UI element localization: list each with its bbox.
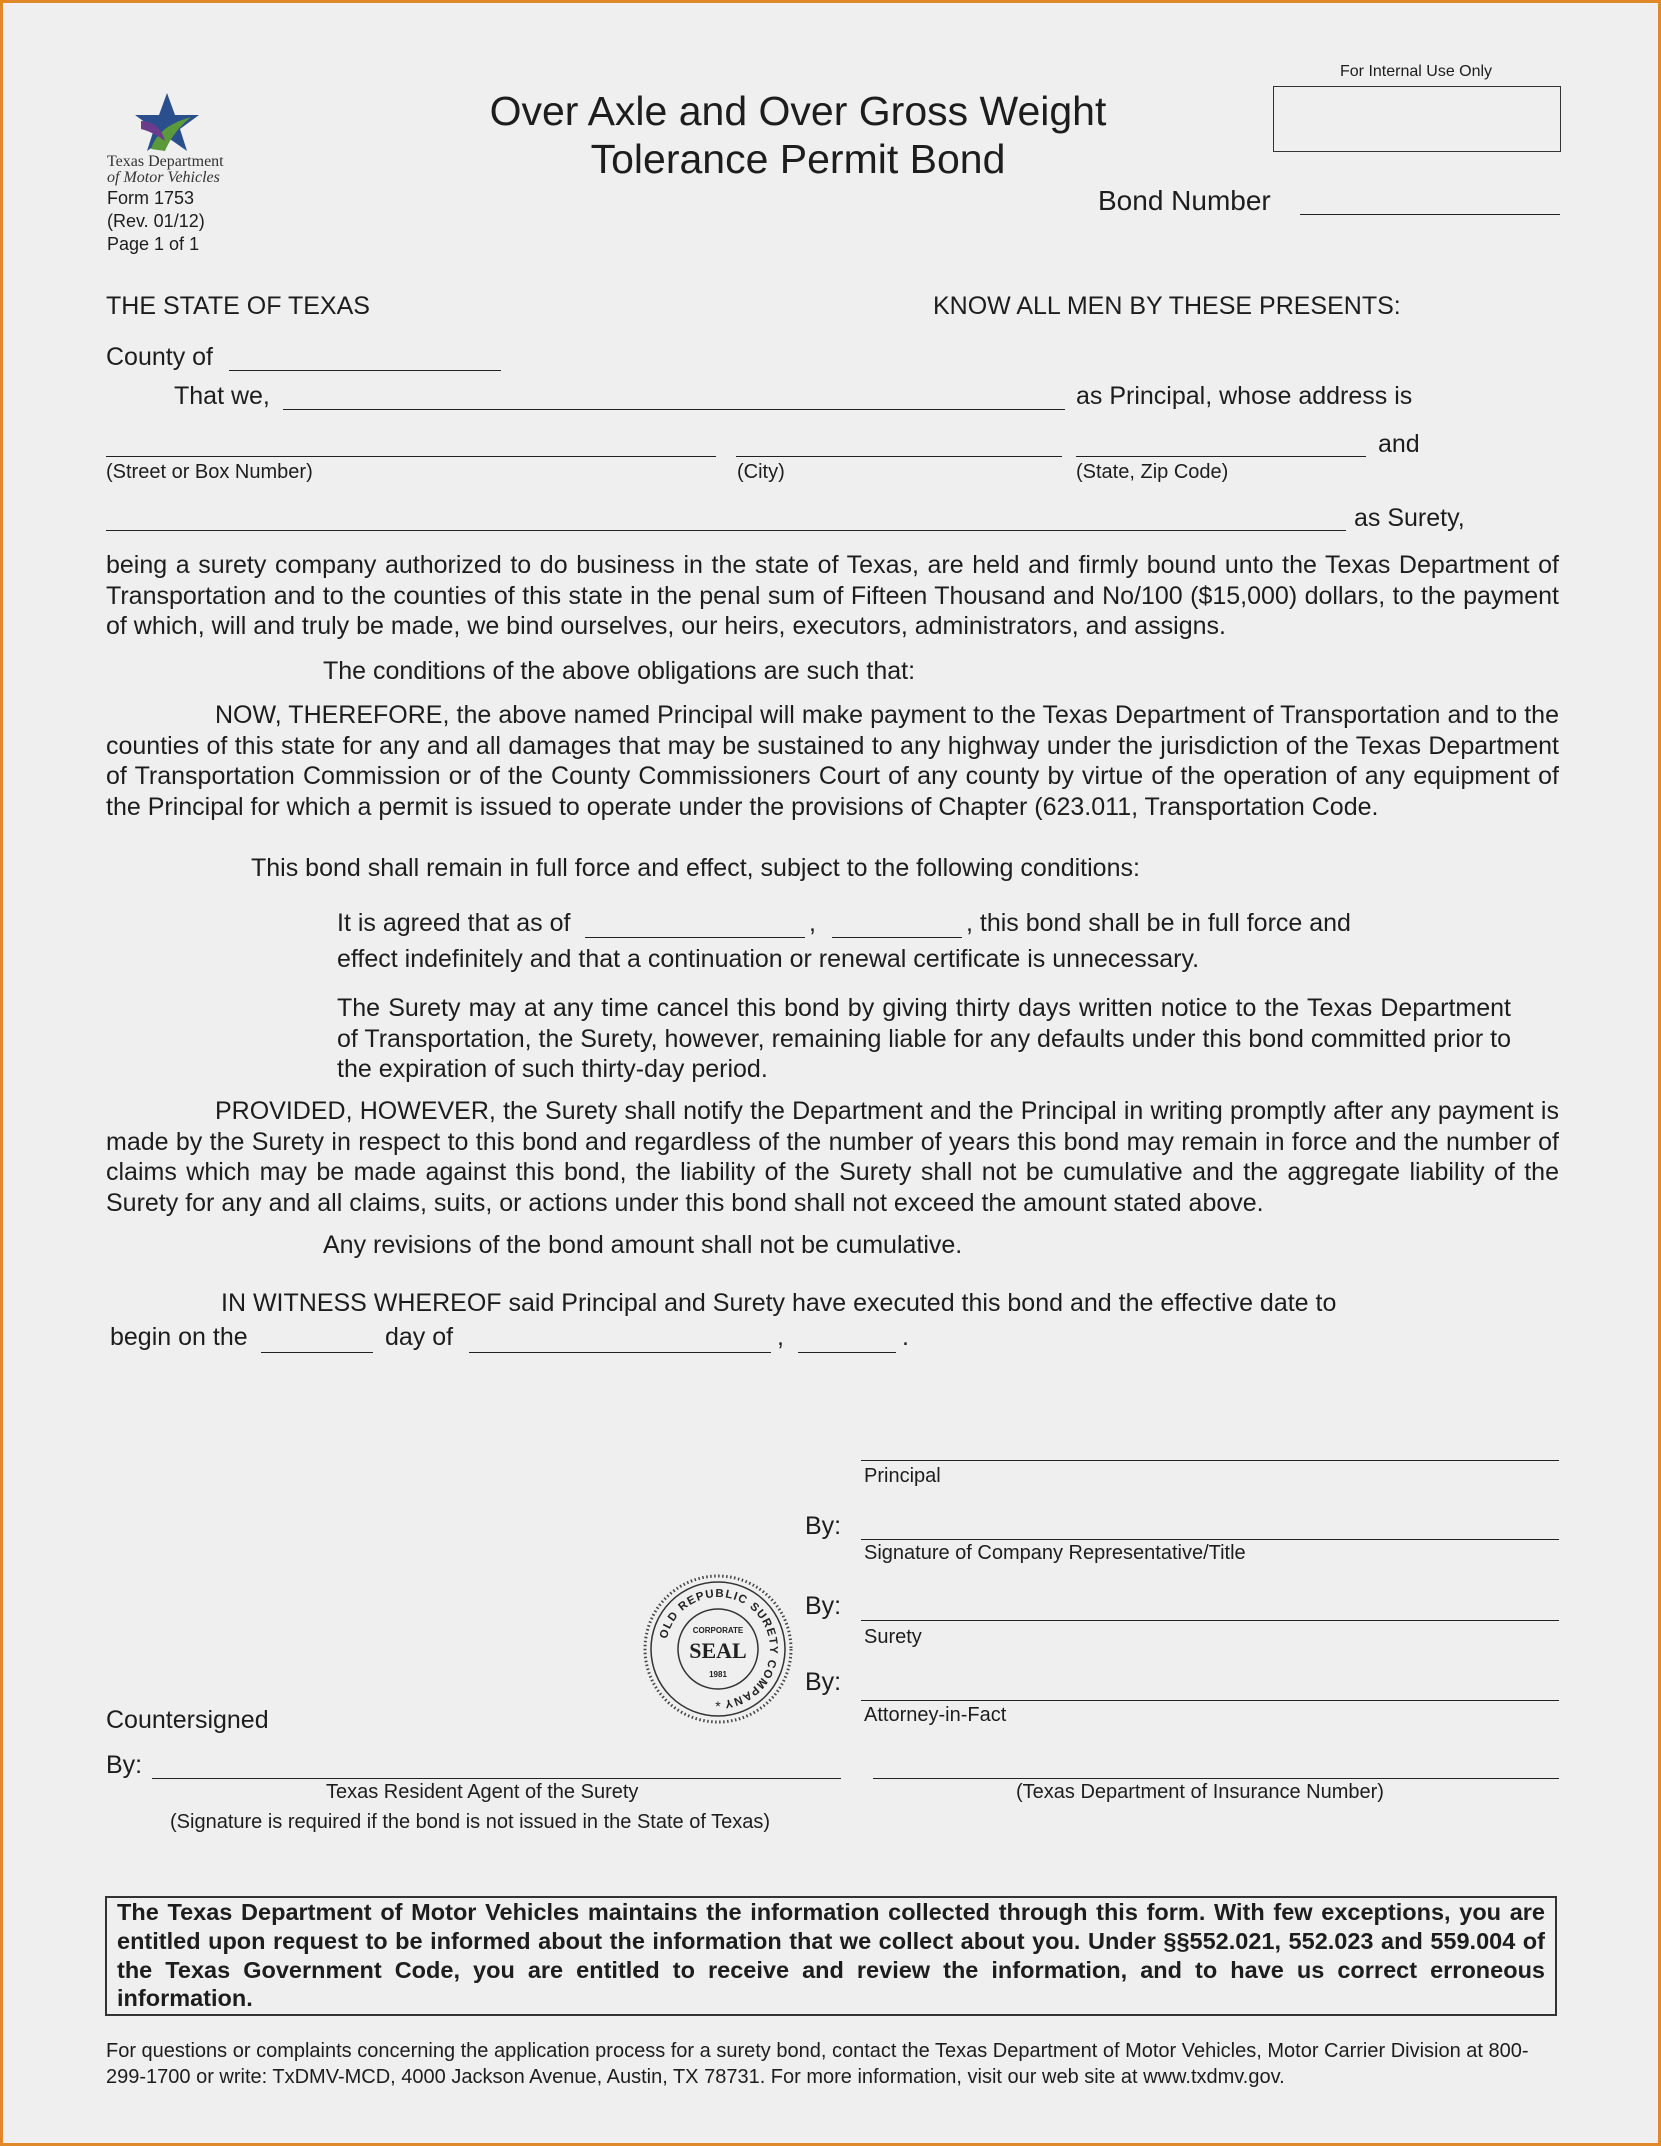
bond-number-field[interactable]	[1300, 214, 1560, 215]
agency-name-line2: of Motor Vehicles	[107, 169, 220, 186]
city-caption: (City)	[737, 461, 785, 483]
form-title-line2: Tolerance Permit Bond	[590, 136, 1006, 182]
contact-footer: For questions or complaints concerning the application process for a surety bond, contact the Texas Department of Motor Vehicles, Motor Carrier Division at 800-299-1700 or write: TxDMV-MCD, 4000 Jackson Avenue, Austin, TX 78731. For more information, visit our web site at www.txdmv.gov.	[106, 2040, 1529, 2088]
street-caption: (Street or Box Number)	[106, 461, 313, 483]
principal-caption: Principal	[864, 1465, 941, 1487]
witness-comma: ,	[777, 1323, 784, 1351]
effective-day-field[interactable]	[261, 1352, 373, 1353]
agency-name-line1: Texas Department	[107, 153, 224, 170]
agreed-suffix: , this bond shall be in full force and	[966, 909, 1351, 937]
txdmv-star-logo-icon	[131, 91, 203, 153]
principal-name-field[interactable]	[283, 409, 1065, 410]
agreed-date-field[interactable]	[585, 937, 805, 938]
revisions-note: Any revisions of the bond amount shall not be cumulative.	[323, 1231, 963, 1259]
state-of-texas: THE STATE OF TEXAS	[106, 292, 370, 320]
surety-signature-line[interactable]	[861, 1620, 1559, 1621]
provided-paragraph: PROVIDED, HOWEVER, the Surety shall notify the Department and the Principal in writing promptly after any payment is made by the Surety in respect to this bond and regardless of the number of years this bond may remain in force and the number of claims which may be made against this bond, the liability of the Surety shall not be cumulative and the aggregate liability of the Surety for any and all claims, suits, or actions under this bond shall not exceed the amount stated above.	[106, 1097, 1559, 1217]
county-field[interactable]	[229, 370, 501, 371]
agreed-year-field[interactable]	[832, 937, 962, 938]
internal-use-label: For Internal Use Only	[1340, 63, 1493, 80]
page-indicator: Page 1 of 1	[107, 234, 200, 254]
resident-agent-signature-line[interactable]	[152, 1778, 841, 1779]
as-surety-label: as Surety,	[1354, 504, 1465, 532]
tdi-number-caption: (Texas Department of Insurance Number)	[1016, 1781, 1384, 1803]
and-label: and	[1378, 430, 1420, 458]
privacy-notice: The Texas Department of Motor Vehicles maintains the information collected through this form. With few exceptions, you are entitled upon request to be informed about the information that we collect about you. Under §§552.021, 552.023 and 559.004 of the Texas Government Code, you are entitled to receive and review the information, and to have us correct erroneous information.	[105, 1896, 1557, 2016]
binding-paragraph: being a surety company authorized to do business in the state of Texas, are held and firmly bound unto the Texas Department of Transportation and to the counties of this state in the penal sum of Fifteen Thousand and No/100 ($15,000) dollars, to the payment of which, will and truly be made, we bind ourselves, our heirs, executors, administrators, and assigns.	[106, 551, 1559, 640]
witness-day-of: day of	[385, 1323, 454, 1351]
by-label-countersign: By:	[106, 1751, 143, 1779]
agreed-line2: effect indefinitely and that a continuation or renewal certificate is unnecessary.	[337, 945, 1200, 973]
tdi-number-field[interactable]	[873, 1778, 1559, 1779]
countersigned-label: Countersigned	[106, 1706, 269, 1734]
form-number: Form 1753	[107, 188, 195, 208]
full-force-intro: This bond shall remain in full force and effect, subject to the following conditions:	[251, 854, 1140, 882]
state-zip-field[interactable]	[1076, 456, 1366, 457]
agreed-prefix: It is agreed that as of	[337, 909, 571, 937]
witness-line1: IN WITNESS WHEREOF said Principal and Surety have executed this bond and the effective date to	[221, 1289, 1337, 1317]
city-field[interactable]	[736, 456, 1062, 457]
agreed-comma: ,	[809, 909, 816, 937]
signature-required-note: (Signature is required if the bond is not issued in the State of Texas)	[170, 1811, 770, 1833]
company-rep-caption: Signature of Company Representative/Title	[864, 1542, 1246, 1564]
cancel-paragraph: The Surety may at any time cancel this bond by giving thirty days written notice to the Texas Department of Transportation, the Surety, however, remaining liable for any defaults under this bond committed prior to the expiration of such thirty-day period.	[337, 994, 1511, 1083]
witness-begin: begin on the	[110, 1323, 248, 1351]
form-title-line1: Over Axle and Over Gross Weight	[489, 88, 1107, 134]
principal-signature-line[interactable]	[861, 1460, 1559, 1461]
attorney-caption: Attorney-in-Fact	[864, 1704, 1007, 1726]
seal-year: 1981	[709, 1670, 727, 1679]
state-zip-caption: (State, Zip Code)	[1076, 461, 1229, 483]
conditions-intro: The conditions of the above obligations are such that:	[323, 657, 916, 685]
seal-corporate: CORPORATE	[692, 1626, 744, 1635]
that-we-label: That we,	[174, 382, 270, 410]
street-field[interactable]	[106, 456, 716, 457]
internal-use-box[interactable]	[1273, 86, 1561, 152]
witness-period: .	[902, 1323, 909, 1351]
effective-month-field[interactable]	[469, 1352, 771, 1353]
bond-number-label: Bond Number	[1098, 185, 1271, 216]
surety-name-field[interactable]	[106, 530, 1346, 531]
effective-year-field[interactable]	[798, 1352, 896, 1353]
by-label-3: By:	[805, 1668, 842, 1696]
resident-agent-caption: Texas Resident Agent of the Surety	[326, 1781, 639, 1803]
surety-caption: Surety	[864, 1626, 922, 1648]
as-principal-label: as Principal, whose address is	[1076, 382, 1413, 410]
by-label-2: By:	[805, 1592, 842, 1620]
corporate-seal-icon	[642, 1573, 794, 1725]
know-all-men: KNOW ALL MEN BY THESE PRESENTS:	[933, 292, 1401, 320]
by-label-1: By:	[805, 1512, 842, 1540]
svg-text:*: *	[715, 1698, 721, 1714]
now-therefore-paragraph: NOW, THEREFORE, the above named Principal will make payment to the Texas Department of Transportation and to the counties of this state for any and all damages that may be sustained to any highway under the jurisdiction of the Texas Department of Transportation Commission or of the County Commissioners Court of any county by virtue of the operation of any equipment of the Principal for which a permit is issued to operate under the provisions of Chapter (623.011, Transportation Code.	[106, 701, 1559, 821]
attorney-signature-line[interactable]	[861, 1700, 1559, 1701]
seal-word: SEAL	[689, 1638, 747, 1663]
county-label: County of	[106, 343, 214, 371]
seal-ring-text: OLD REPUBLIC SURETY COMPANY	[658, 1587, 780, 1710]
form-revision: (Rev. 01/12)	[107, 211, 205, 231]
company-rep-signature-line[interactable]	[861, 1539, 1559, 1540]
